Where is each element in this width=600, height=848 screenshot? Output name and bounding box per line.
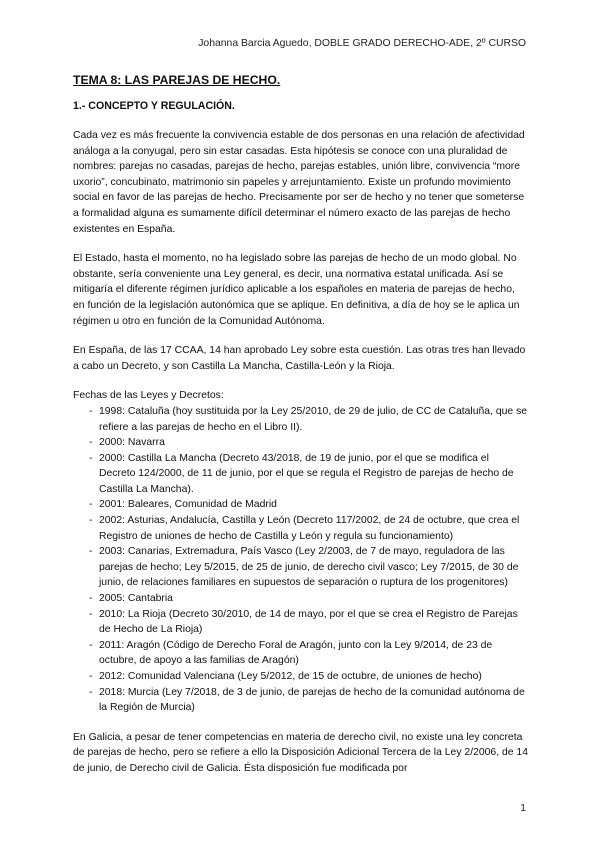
list-item xyxy=(73,435,528,451)
list-dash: - xyxy=(89,639,93,651)
list-dash: - xyxy=(89,686,93,698)
list-item-text: 2010: La Rioja (Decreto 30/2010, de 14 de mayo, por el que se crea el Registro de Parejas de Hecho de La Rioja) xyxy=(99,608,518,636)
paragraph-state-legislation: El Estado, hasta el momento, no ha legislado sobre las parejas de hecho de un modo global. No obstante, sería conveniente una Ley general, es decir, una normativa estatal unificada. Así se mitigaría el diferente régimen jurídico aplicable a los españoles en materia de parejas de hecho, en función de la legislación autonómica que se aplique. En definitiva, a día de hoy se le aplica un régimen u otro en función de la Comunidad Autónoma. xyxy=(73,253,520,327)
list-item-text: 2012: Comunidad Valenciana (Ley 5/2012, de 15 de octubre, de uniones de hecho) xyxy=(99,671,482,682)
list-dash: - xyxy=(89,437,93,449)
list-dash: - xyxy=(89,608,93,620)
list-dash: - xyxy=(89,452,93,464)
paragraph-galicia: En Galicia, a pesar de tener competencias en materia de derecho civil, no existe una ley concreta de parejas de hecho, pero se refiere a ello la Disposición Adicional Tercera de la Ley 2/2006, de 14 de junio, de Derecho civil de Galicia. Ésta disposición fue modificada por xyxy=(73,731,528,774)
list-item-text: 2002: Asturias, Andalucía, Castilla y León (Decreto 117/2002, de 24 de octubre, que crea el Registro de uniones de hecho de Castilla y León y regula su funcionamiento) xyxy=(99,515,520,542)
paragraph-ccaa: En España, de las 17 CCAA, 14 han aprobado Ley sobre esta cuestión. Las otras tres han llevado a cabo un Decreto, y son Castilla La Mancha, Castilla-León y la Rioja. xyxy=(73,345,526,372)
page-header: Johanna Barcia Aguedo, DOBLE GRADO DERECHO-ADE, 2º CURSO xyxy=(198,38,526,49)
list-dash: - xyxy=(89,499,93,511)
list-item-text: 2011: Aragón (Código de Derecho Foral de Aragón, junto con la Ley 9/2014, de 23 de octubre, de apoyo a las familias de Aragón) xyxy=(99,639,493,667)
list-item xyxy=(73,451,528,498)
list-intro: Fechas de las Leyes y Decretos: xyxy=(73,390,224,402)
list-dash: - xyxy=(89,593,93,605)
document-body xyxy=(73,71,528,777)
list-item xyxy=(73,638,528,669)
list-dash: - xyxy=(89,515,93,527)
laws-list xyxy=(73,404,528,716)
list-item xyxy=(73,544,528,591)
list-dash: - xyxy=(89,546,93,558)
list-item xyxy=(73,591,528,607)
list-item-text: 2005: Cantabria xyxy=(99,593,173,605)
list-item xyxy=(73,685,528,716)
list-item xyxy=(73,404,528,435)
list-item-text: 1998: Cataluña (hoy sustituida por la Ley 25/2010, de 29 de julio, de CC de Cataluña, que se refiere a las parejas de hecho en el Libro II). xyxy=(99,405,528,433)
list-item xyxy=(73,513,528,544)
list-item-text: 2001: Baleares, Comunidad de Madrid xyxy=(99,499,277,511)
chapter-title: TEMA 8: LAS PAREJAS DE HECHO. xyxy=(73,73,281,87)
list-item xyxy=(73,497,528,513)
page-number: 1 xyxy=(520,803,526,814)
list-item xyxy=(73,669,528,685)
list-dash: - xyxy=(89,671,93,682)
paragraph-intro: Cada vez es más frecuente la convivencia estable de dos personas en una relación de afectividad análoga a la conyugal, pero sin estar casadas. Esta hipótesis se conoce con una pluralidad de nombres: parejas no casadas, parejas de hecho, parejas estables, unión libre, convivencia “more uxorio”, concubinato, matrimonio sin papeles y arrejuntamiento. Existe un profundo movimiento social en favor de las parejas de hecho. Precisamente por ser de hecho y no tener que someterse a formalidad alguna es sumamente difícil determinar el número exacto de las parejas de hecho existentes en España. xyxy=(73,130,525,235)
list-item-text: 2000: Castilla La Mancha (Decreto 43/2018, de 19 de junio, por el que se modifica el Decreto 124/2000, de 11 de junio, por el que se regula el Registro de parejas de hecho de Castilla La Mancha). xyxy=(99,452,514,495)
list-item-text: 2018: Murcia (Ley 7/2018, de 3 de junio, de parejas de hecho de la comunidad autónoma de la Región de Murcia) xyxy=(99,686,525,714)
section-heading: 1.- CONCEPTO Y REGULACIÓN. xyxy=(73,100,235,112)
list-item xyxy=(73,607,528,638)
list-dash: - xyxy=(89,405,93,417)
list-item-text: 2000: Navarra xyxy=(99,437,165,449)
list-item-text: 2003: Canarias, Extremadura, País Vasco (Ley 2/2003, de 7 de mayo, reguladora de las parejas de hecho; Ley 5/2015, de 25 de junio, de derecho civil vasco; Ley 7/2015, de 30 de junio, de relaciones familiares en supuestos de separación o ruptura de los progenitores) xyxy=(99,546,519,589)
